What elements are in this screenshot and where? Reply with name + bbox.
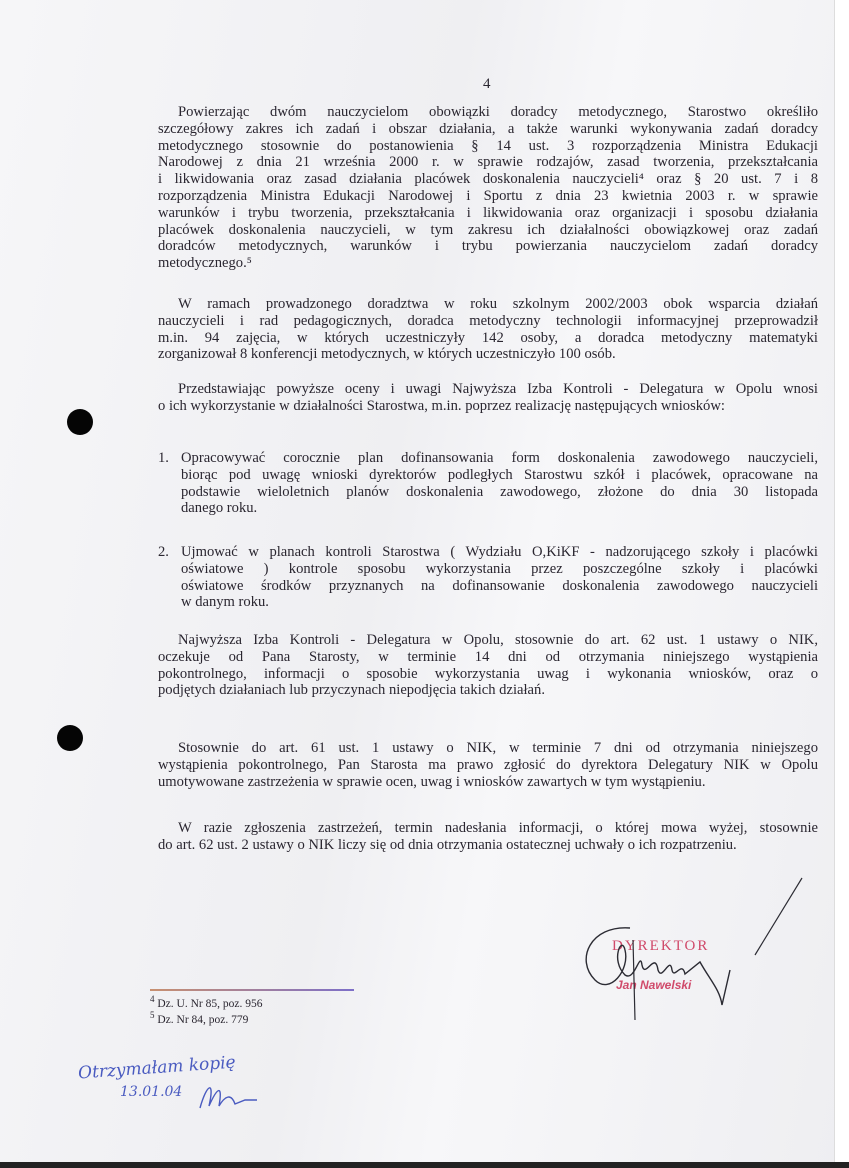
footnote-4 [150,994,263,1011]
text-line: Przedstawiając powyższe oceny i uwagi Najwyższa Izba Kontroli - Delegatura w Opolu wnosi [178,381,818,397]
text-line: zorganizował 8 konferencji metodycznych, w których uczestniczyło 100 osób. [158,346,616,363]
text-line: o ich wykorzystanie w działalności Starostwa, m.in. poprzez realizację następujących wniosków: [158,397,725,414]
list-text [181,544,818,611]
text-line: metodycznego.⁵ [158,255,252,272]
text-line: m.in. 94 zajęcia, w których uczestniczyły 142 osoby, a doradca metodyczny matematyki [158,329,818,346]
text-line: danego roku. [181,500,258,517]
text-line: W razie zgłoszenia zastrzeżeń, termin nadesłania informacji, o której mowa wyżej, stosownie [178,820,818,836]
text-line: doradców metodycznych, warunków i trybu powierzania nauczycielom zadań doradcy [158,238,818,255]
footnote-divider [150,989,354,991]
text-line: do art. 62 ust. 2 ustawy o NIK liczy się od dnia otrzymania ostatecznej uchwały o ich rozpatrzeniu. [158,836,737,853]
punch-hole [67,409,93,435]
footnote-mark: 5 [150,1010,155,1021]
paragraph-conclusions [158,381,818,415]
text-line: warunków i trybu tworzenia, przekształcania i likwidowania oraz organizacji i sposobu działania [158,204,818,221]
footnote-text: Dz. U. Nr 85, poz. 956 [157,998,263,1010]
text-line: Opracowywać corocznie plan dofinansowania form doskonalenia zawodowego nauczycieli, [181,450,818,466]
signature [570,870,810,1020]
paragraph-expectation [158,632,818,699]
text-line: w danym roku. [181,594,269,611]
text-line: Stosownie do art. 61 ust. 1 ustawy o NIK, w terminie 7 dni od otrzymania niniejszego [178,740,818,756]
list-number: 2. [158,544,169,560]
text-line: biorąc pod uwagę wnioski dyrektorów podległych Starostwu szkół i placówek, opracowane na [181,466,818,483]
paragraph-counselling [158,296,818,363]
stamp-title: DYREKTOR [612,938,710,954]
text-line: podstawie wieloletnich planów doskonalenia zawodowego, złożone do dnia 30 listopada [181,483,818,500]
punch-hole [57,725,83,751]
handwritten-note-received: Otrzymałam kopię [77,1052,237,1084]
footnote-mark: 4 [150,994,155,1005]
text-line: oświatowe ) kontrole sposobu wykorzystania przez poszczególne szkoły i placówki [181,560,818,577]
list-number: 1. [158,450,169,466]
paragraph-advisors [158,104,818,272]
page-number: 4 [483,76,491,92]
text-line: placówek doskonalenia nauczycieli, w tym zakresu ich działalności obowiązkowej oraz zadań [158,221,818,238]
handwritten-note-date: 13.01.04 [120,1084,183,1100]
text-line: rozporządzenia Ministra Edukacji Narodowej i Sportu z dnia 23 kwietnia 2003 r. w sprawie [158,187,818,204]
handwritten-initials [195,1078,275,1114]
stamp-name: Jan Nawelski [616,978,692,992]
footnote-text: Dz. Nr 84, poz. 779 [157,1014,249,1026]
text-line: podjętych działaniach lub przyczynach niepodjęcia takich działań. [158,682,545,699]
footnote-5 [150,1010,249,1027]
text-line: pokontrolnego, informacji o sposobie wykorzystania uwag i wykonania wniosków, oraz o [158,665,818,682]
text-line: nauczycieli i rad pedagogicznych, doradca metodyczny technologii informacyjnej przeprowadził [158,312,818,329]
text-line: Powierzając dwóm nauczycielom obowiązki doradcy metodycznego, Starostwo określiło [178,104,818,120]
text-line: W ramach prowadzonego doradztwa w roku szkolnym 2002/2003 obok wsparcia działań [178,296,818,312]
text-line: oczekuje od Pana Starosty, w terminie 14 dni od otrzymania niniejszego wystąpienia [158,648,818,665]
text-line: i likwidowania oraz zasad działania placówek doskonalenia nauczycieli⁴ oraz § 20 ust. 7 i 8 [158,171,818,188]
text-line: Ujmować w planach kontroli Starostwa ( Wydziału O,KiKF - nadzorującego szkoły i placówki [181,544,818,560]
text-line: metodycznego stosownie do postanowienia § 14 ust. 3 rozporządzenia Ministra Edukacji [158,137,818,154]
page-edge [834,0,849,1168]
text-line: wystąpienia pokontrolnego, Pan Starosta ma prawo zgłosić do dyrektora Delegatury NIK w Opolu [158,756,818,773]
paragraph-objections [158,740,818,790]
list-text [181,450,818,517]
text-line: Najwyższa Izba Kontroli - Delegatura w Opolu, stosownie do art. 62 ust. 1 ustawy o NIK, [178,632,818,648]
text-line: szczegółowy zakres ich zadań i obszar działania, a także warunki wykonywania zadań doradcy [158,120,818,137]
scan-border [0,1162,849,1168]
text-line: umotywowane zastrzeżenia w sprawie ocen, uwag i wniosków zawartych w tym wystąpieniu. [158,773,706,790]
paragraph-deadline [158,820,818,854]
text-line: Narodowej z dnia 21 września 2000 r. w sprawie rodzajów, zasad tworzenia, przekształcania [158,154,818,171]
text-line: oświatowe środków przyznanych na dofinansowanie doskonalenia zawodowego nauczycieli [181,577,818,594]
